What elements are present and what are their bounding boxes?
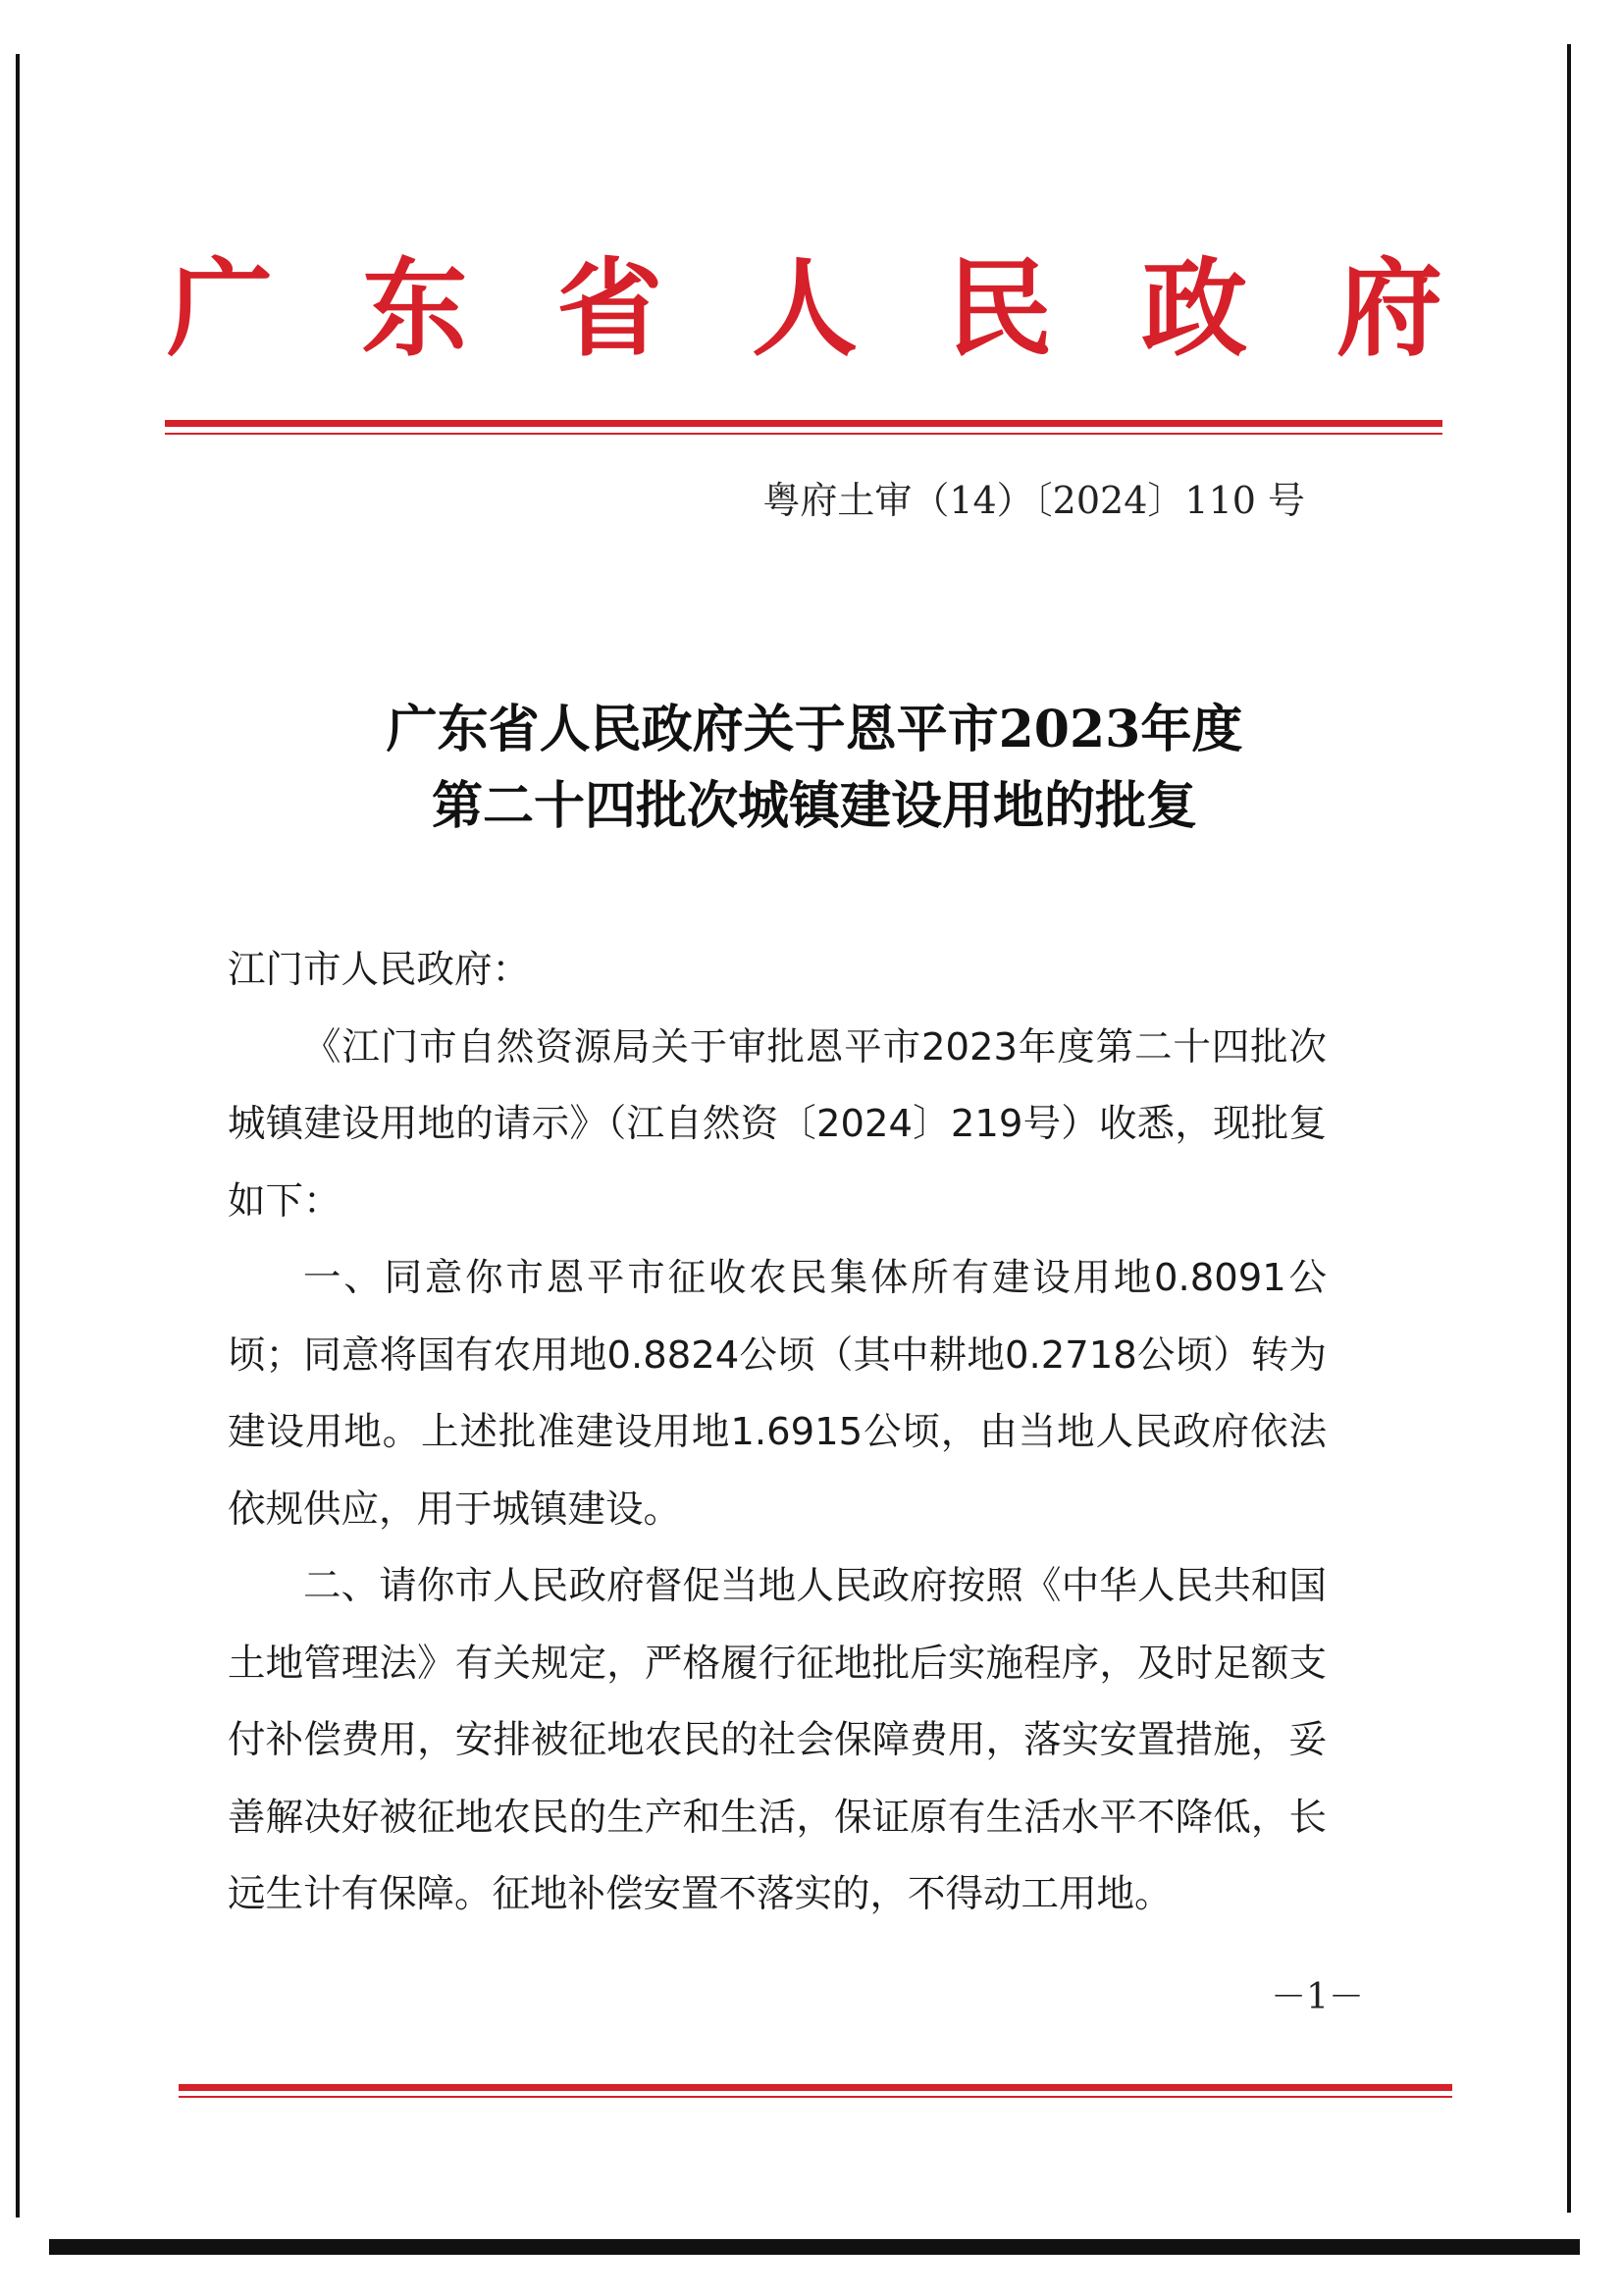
page-number: －1－ xyxy=(1271,1977,1364,2017)
org-char: 府 xyxy=(1335,247,1442,371)
org-char: 省 xyxy=(556,247,663,371)
document-title-line-1: 广东省人民政府关于恩平市2023年度 xyxy=(386,700,1243,759)
org-char: 政 xyxy=(1141,247,1248,371)
salutation: 江门市人民政府： xyxy=(228,948,531,992)
body-paragraph: 二、请你市人民政府督促当地人民政府按照《中华人民共和国土地管理法》有关规定，严格履行征地批后实施程序，及时足额支付补偿费用，安排被征地农民的社会保障费用，落实安置措施，妥善解决好被征地农民的生产和生活，保证原有生活水平不降低，长远生计有保障。征地补偿安置不落实的，不得动工用地。 xyxy=(228,1564,1327,1916)
scan-edge-right xyxy=(1567,44,1571,2213)
org-char: 人 xyxy=(751,247,858,371)
org-char: 民 xyxy=(946,247,1053,371)
document-title xyxy=(177,692,1452,845)
footer-divider-thick xyxy=(179,2084,1452,2091)
issuing-organization-header xyxy=(167,245,1442,373)
footer-divider-thin xyxy=(179,2096,1452,2098)
header-divider-thin xyxy=(165,433,1442,435)
body-paragraph: 一、同意你市恩平市征收农民集体所有建设用地0.8091公顷；同意将国有农用地0.8824公顷（其中耕地0.2718公顷）转为建设用地。上述批准建设用地1.6915公顷，由当地人民政府依法依规供应，用于城镇建设。 xyxy=(228,1256,1327,1532)
org-char: 东 xyxy=(361,247,468,371)
scan-edge-left xyxy=(16,54,20,2218)
scan-edge-bottom xyxy=(49,2239,1580,2255)
document-number: 粤府土审（14）〔2024〕110 号 xyxy=(762,479,1305,522)
document-body xyxy=(228,932,1327,1934)
header-divider-thick xyxy=(165,420,1442,427)
org-char: 广 xyxy=(167,247,274,371)
body-paragraph: 《江门市自然资源局关于审批恩平市2023年度第二十四批次城镇建设用地的请示》（江自然资〔2024〕219号）收悉，现批复如下： xyxy=(228,1024,1327,1224)
document-title-line-2: 第二十四批次城镇建设用地的批复 xyxy=(431,776,1197,836)
